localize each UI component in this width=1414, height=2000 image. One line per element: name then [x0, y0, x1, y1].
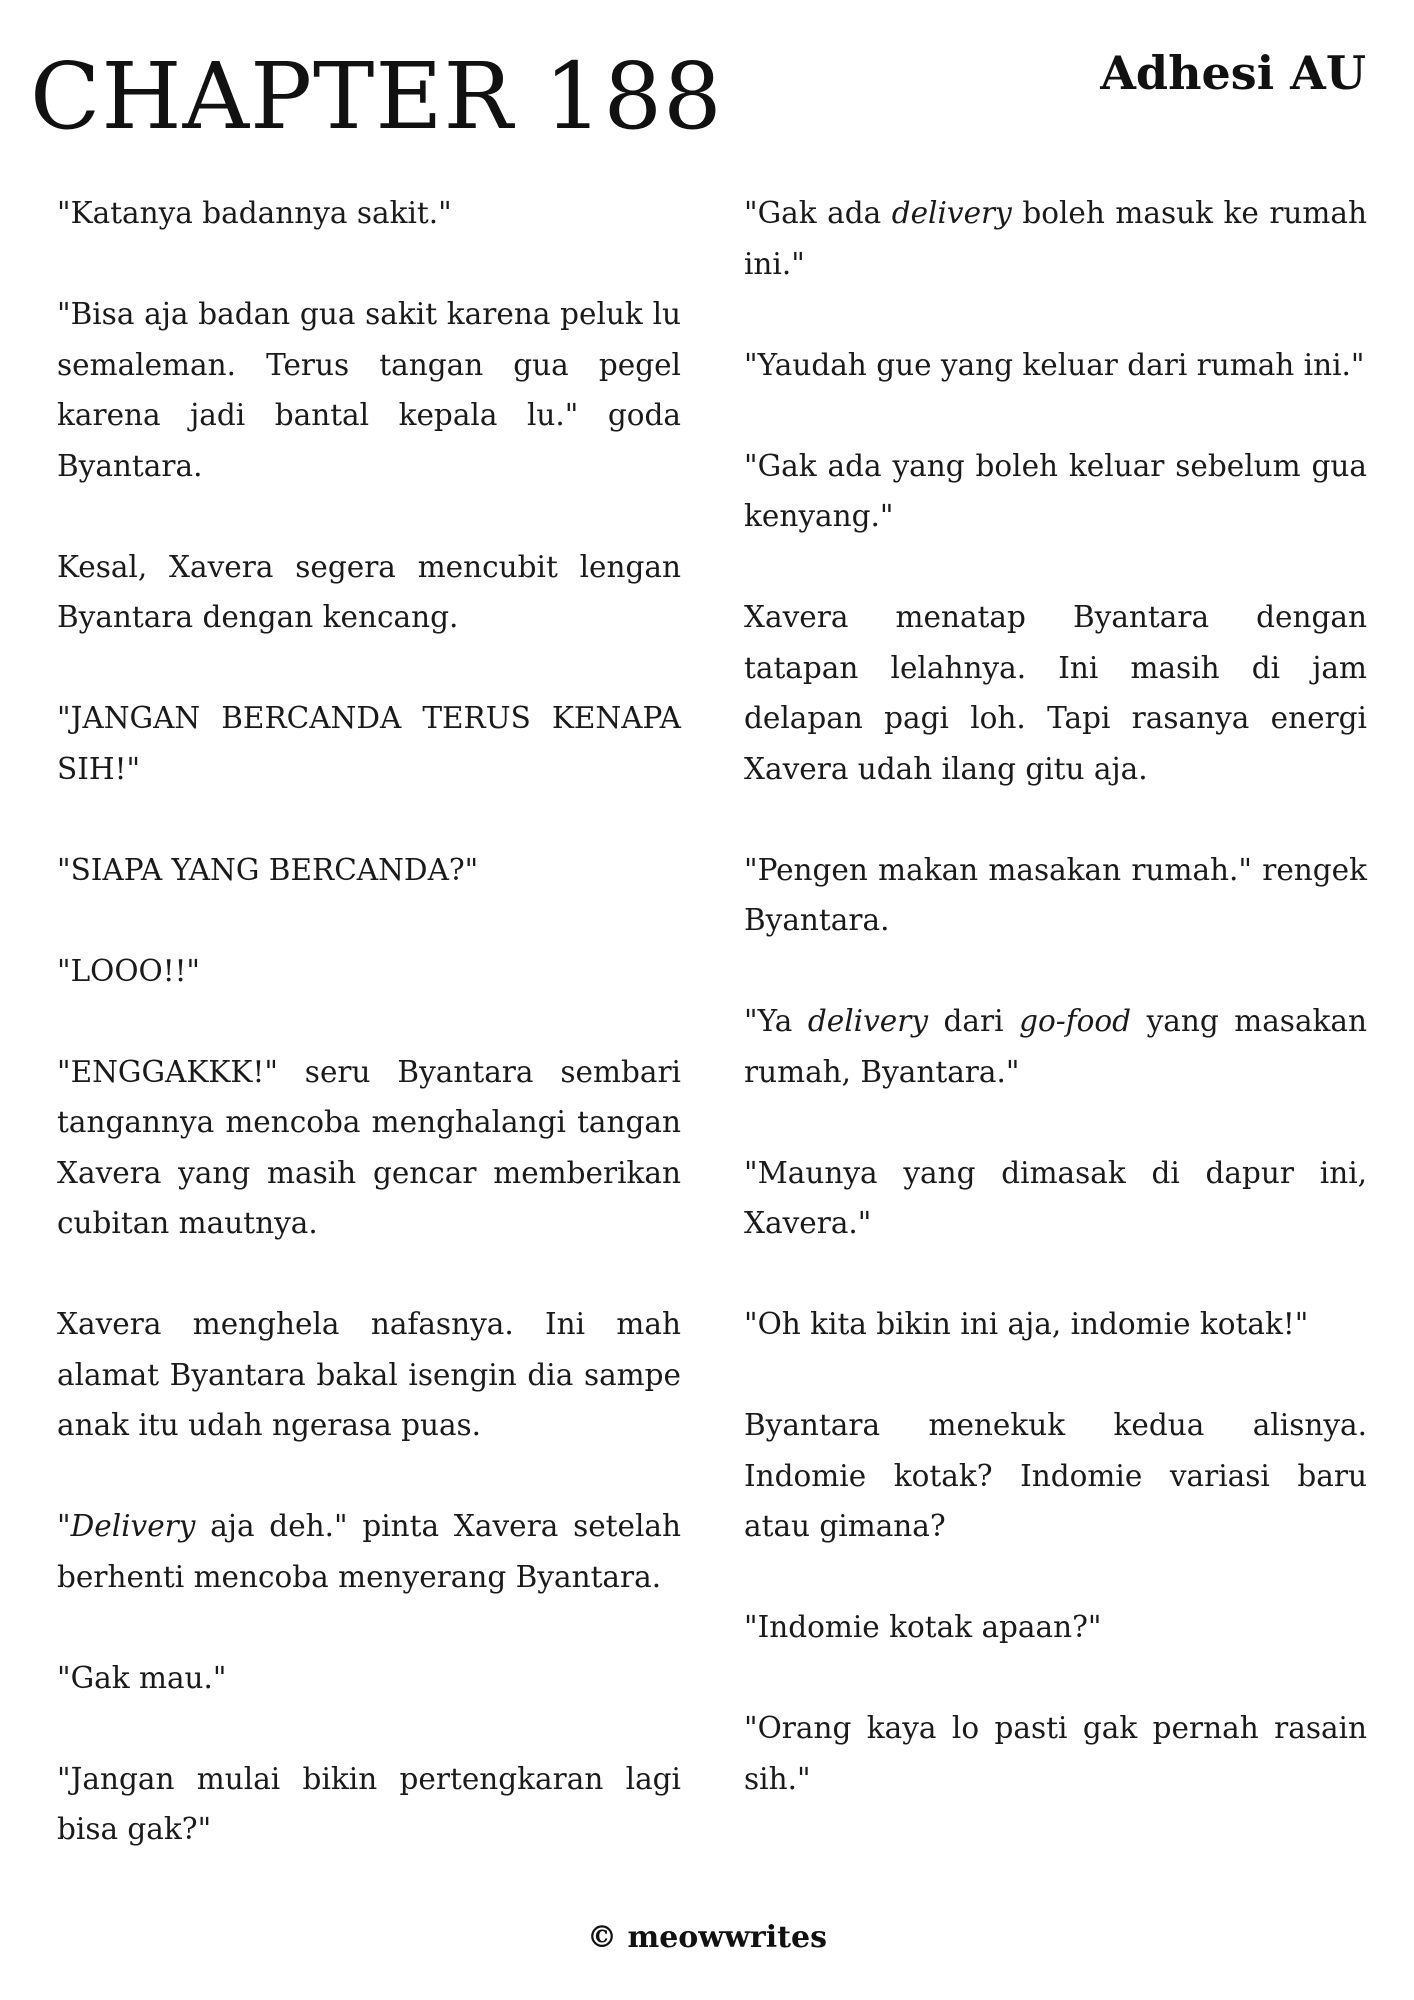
left-column [57, 188, 681, 1855]
copyright-credit: © meowwrites [587, 1920, 827, 1955]
text-run: " [57, 1509, 71, 1543]
paragraph: "LOOO!!" [57, 953, 200, 988]
paragraph: Xavera menghela nafasnya. Ini mah alamat Byantara bakal isengin dia sampe anak itu udah ngerasa puas. [57, 1307, 681, 1442]
paragraph: Byantara menekuk kedua alisnya. Indomie kotak? Indomie variasi baru atau gimana? [744, 1408, 1367, 1543]
paragraph: "Pengen makan masakan rumah." rengek Byantara. [744, 852, 1367, 937]
italic-text: delivery [891, 196, 1012, 230]
text-run: yang masakan rumah, Byantara." [744, 1004, 1367, 1089]
paragraph: "Oh kita bikin ini aja, indomie kotak!" [744, 1307, 1309, 1341]
paragraph: "Gak mau." [57, 1660, 227, 1695]
italic-text: delivery [807, 1004, 928, 1038]
paragraph: "Bisa aja badan gua sakit karena peluk lu semaleman. Terus tangan gua pegel karena jadi bantal kepala lu." goda Byantara. [57, 297, 681, 483]
paragraph: "Gak ada yang boleh keluar sebelum gua kenyang." [744, 448, 1367, 533]
italic-text: go-food [1019, 1004, 1132, 1038]
text-run: aja deh." pinta Xavera setelah berhenti mencoba menyerang Byantara. [57, 1509, 681, 1594]
paragraph: "SIAPA YANG BERCANDA?" [57, 852, 479, 887]
paragraph: "Katanya badannya sakit." [57, 196, 452, 230]
paragraph: "Jangan mulai bikin pertengkaran lagi bisa gak?" [57, 1761, 681, 1846]
italic-text: Delivery [70, 1509, 196, 1543]
paragraph: "JANGAN BERCANDA TERUS KENAPA SIH!" [57, 701, 681, 786]
paragraph: "Yaudah gue yang keluar dari rumah ini." [744, 347, 1365, 382]
series-title: Adhesi AU [1100, 46, 1366, 100]
chapter-title: CHAPTER 188 [30, 43, 723, 150]
paragraph: Kesal, Xavera segera mencubit lengan Byantara dengan kencang. [57, 549, 681, 634]
text-run: dari [928, 1004, 1020, 1038]
text-run: "Gak ada [744, 196, 892, 230]
paragraph: "Indomie kotak apaan?" [744, 1610, 1102, 1644]
paragraph: "Maunya yang dimasak di dapur ini, Xavera." [744, 1155, 1367, 1240]
text-run: boleh masuk ke rumah ini." [744, 196, 1367, 281]
paragraph: "Orang kaya lo pasti gak pernah rasain sih." [744, 1711, 1367, 1796]
paragraph [57, 1501, 681, 1602]
text-run: "Ya [744, 1004, 808, 1038]
paragraph: "ENGGAKKK!" seru Byantara sembari tangannya mencoba menghalangi tangan Xavera yang masih gencar memberikan cubitan mautnya. [57, 1054, 681, 1240]
paragraph: Xavera menatap Byantara dengan tatapan lelahnya. Ini masih di jam delapan pagi loh. Tapi rasanya energi Xavera udah ilang gitu aja. [744, 600, 1367, 786]
paragraph [744, 188, 1367, 289]
paragraph [744, 996, 1367, 1097]
right-column [744, 188, 1367, 1804]
